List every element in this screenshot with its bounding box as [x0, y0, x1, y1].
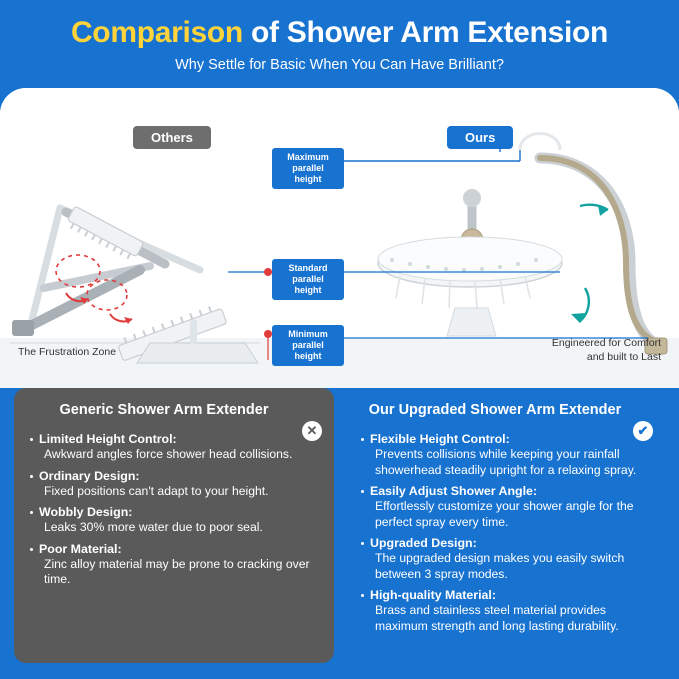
title-highlight: Comparison: [70, 16, 243, 49]
card-generic-title: Generic Shower Arm Extender: [59, 402, 269, 418]
list-item: [359, 484, 651, 530]
tag-std-line1: Standard: [288, 263, 328, 273]
tag-std-line2: parallel height: [292, 274, 324, 295]
generic-points-list: [28, 432, 320, 588]
ours-points-list: [359, 432, 651, 634]
point-title: Wobbly Design:: [39, 505, 133, 519]
point-title: Ordinary Design:: [39, 468, 140, 483]
list-item: [28, 505, 320, 536]
header: [0, 0, 679, 100]
tag-max-line2: parallel height: [292, 163, 324, 184]
point-desc: Brass and stainless steel material provides maximum strength and long lasting durability.: [375, 603, 619, 633]
point-title: Poor Material:: [39, 541, 122, 556]
tag-max-line1: Maximum: [287, 152, 329, 162]
illustration-panel: [0, 88, 679, 388]
tag-standard-parallel-height: [272, 259, 344, 300]
page-subtitle: Why Settle for Basic When You Can Have Brilliant?: [175, 57, 504, 73]
cross-icon: ✕: [302, 421, 322, 441]
caption-engineered: [552, 336, 661, 364]
caption-frustration-zone: The Frustration Zone: [18, 346, 117, 358]
card-generic: [14, 388, 334, 663]
check-icon: ✔: [633, 421, 653, 441]
point-desc: Leaks 30% more water due to poor seal.: [44, 520, 263, 534]
illustration-graphics: [0, 88, 679, 388]
tag-minimum-parallel-height: [272, 325, 344, 366]
caption-engineered-line1: Engineered for Comfort: [551, 337, 661, 349]
point-desc: Zinc alloy material may be prone to cracking over time.: [44, 556, 310, 586]
list-item: [28, 432, 320, 463]
title-rest: of Shower Arm Extension: [242, 16, 609, 49]
badge-ours: Ours: [447, 126, 513, 149]
card-ours-title: Our Upgraded Shower Arm Extender: [368, 402, 622, 418]
caption-engineered-line2: and built to Last: [586, 351, 661, 363]
list-item: [28, 469, 320, 500]
card-ours: [345, 388, 665, 663]
point-title: High-quality Material:: [370, 588, 496, 602]
list-item: [28, 542, 320, 588]
list-item: [359, 536, 651, 582]
point-desc: The upgraded design makes you easily switch between 3 spray modes.: [375, 551, 625, 581]
tag-maximum-parallel-height: [272, 148, 344, 189]
point-desc: Fixed positions can't adapt to your height.: [44, 483, 269, 498]
tag-min-line2: parallel height: [292, 340, 324, 361]
list-item: [359, 432, 651, 478]
page-title: [0, 0, 679, 50]
point-desc: Awkward angles force shower head collisions.: [44, 447, 293, 461]
point-title: Upgraded Design:: [370, 536, 477, 550]
point-title: Flexible Height Control:: [370, 432, 510, 446]
point-desc: Prevents collisions while keeping your rainfall showerhead steadily upright for a relaxing spray.: [375, 447, 637, 477]
comparison-cards: [0, 388, 679, 679]
point-title: Easily Adjust Shower Angle:: [370, 484, 538, 498]
tag-min-line1: Minimum: [288, 329, 328, 339]
point-title: Limited Height Control:: [39, 432, 177, 446]
list-item: [359, 588, 651, 634]
point-desc: Effortlessly customize your shower angle for the perfect spray every time.: [375, 499, 634, 529]
badge-others: Others: [133, 126, 211, 149]
